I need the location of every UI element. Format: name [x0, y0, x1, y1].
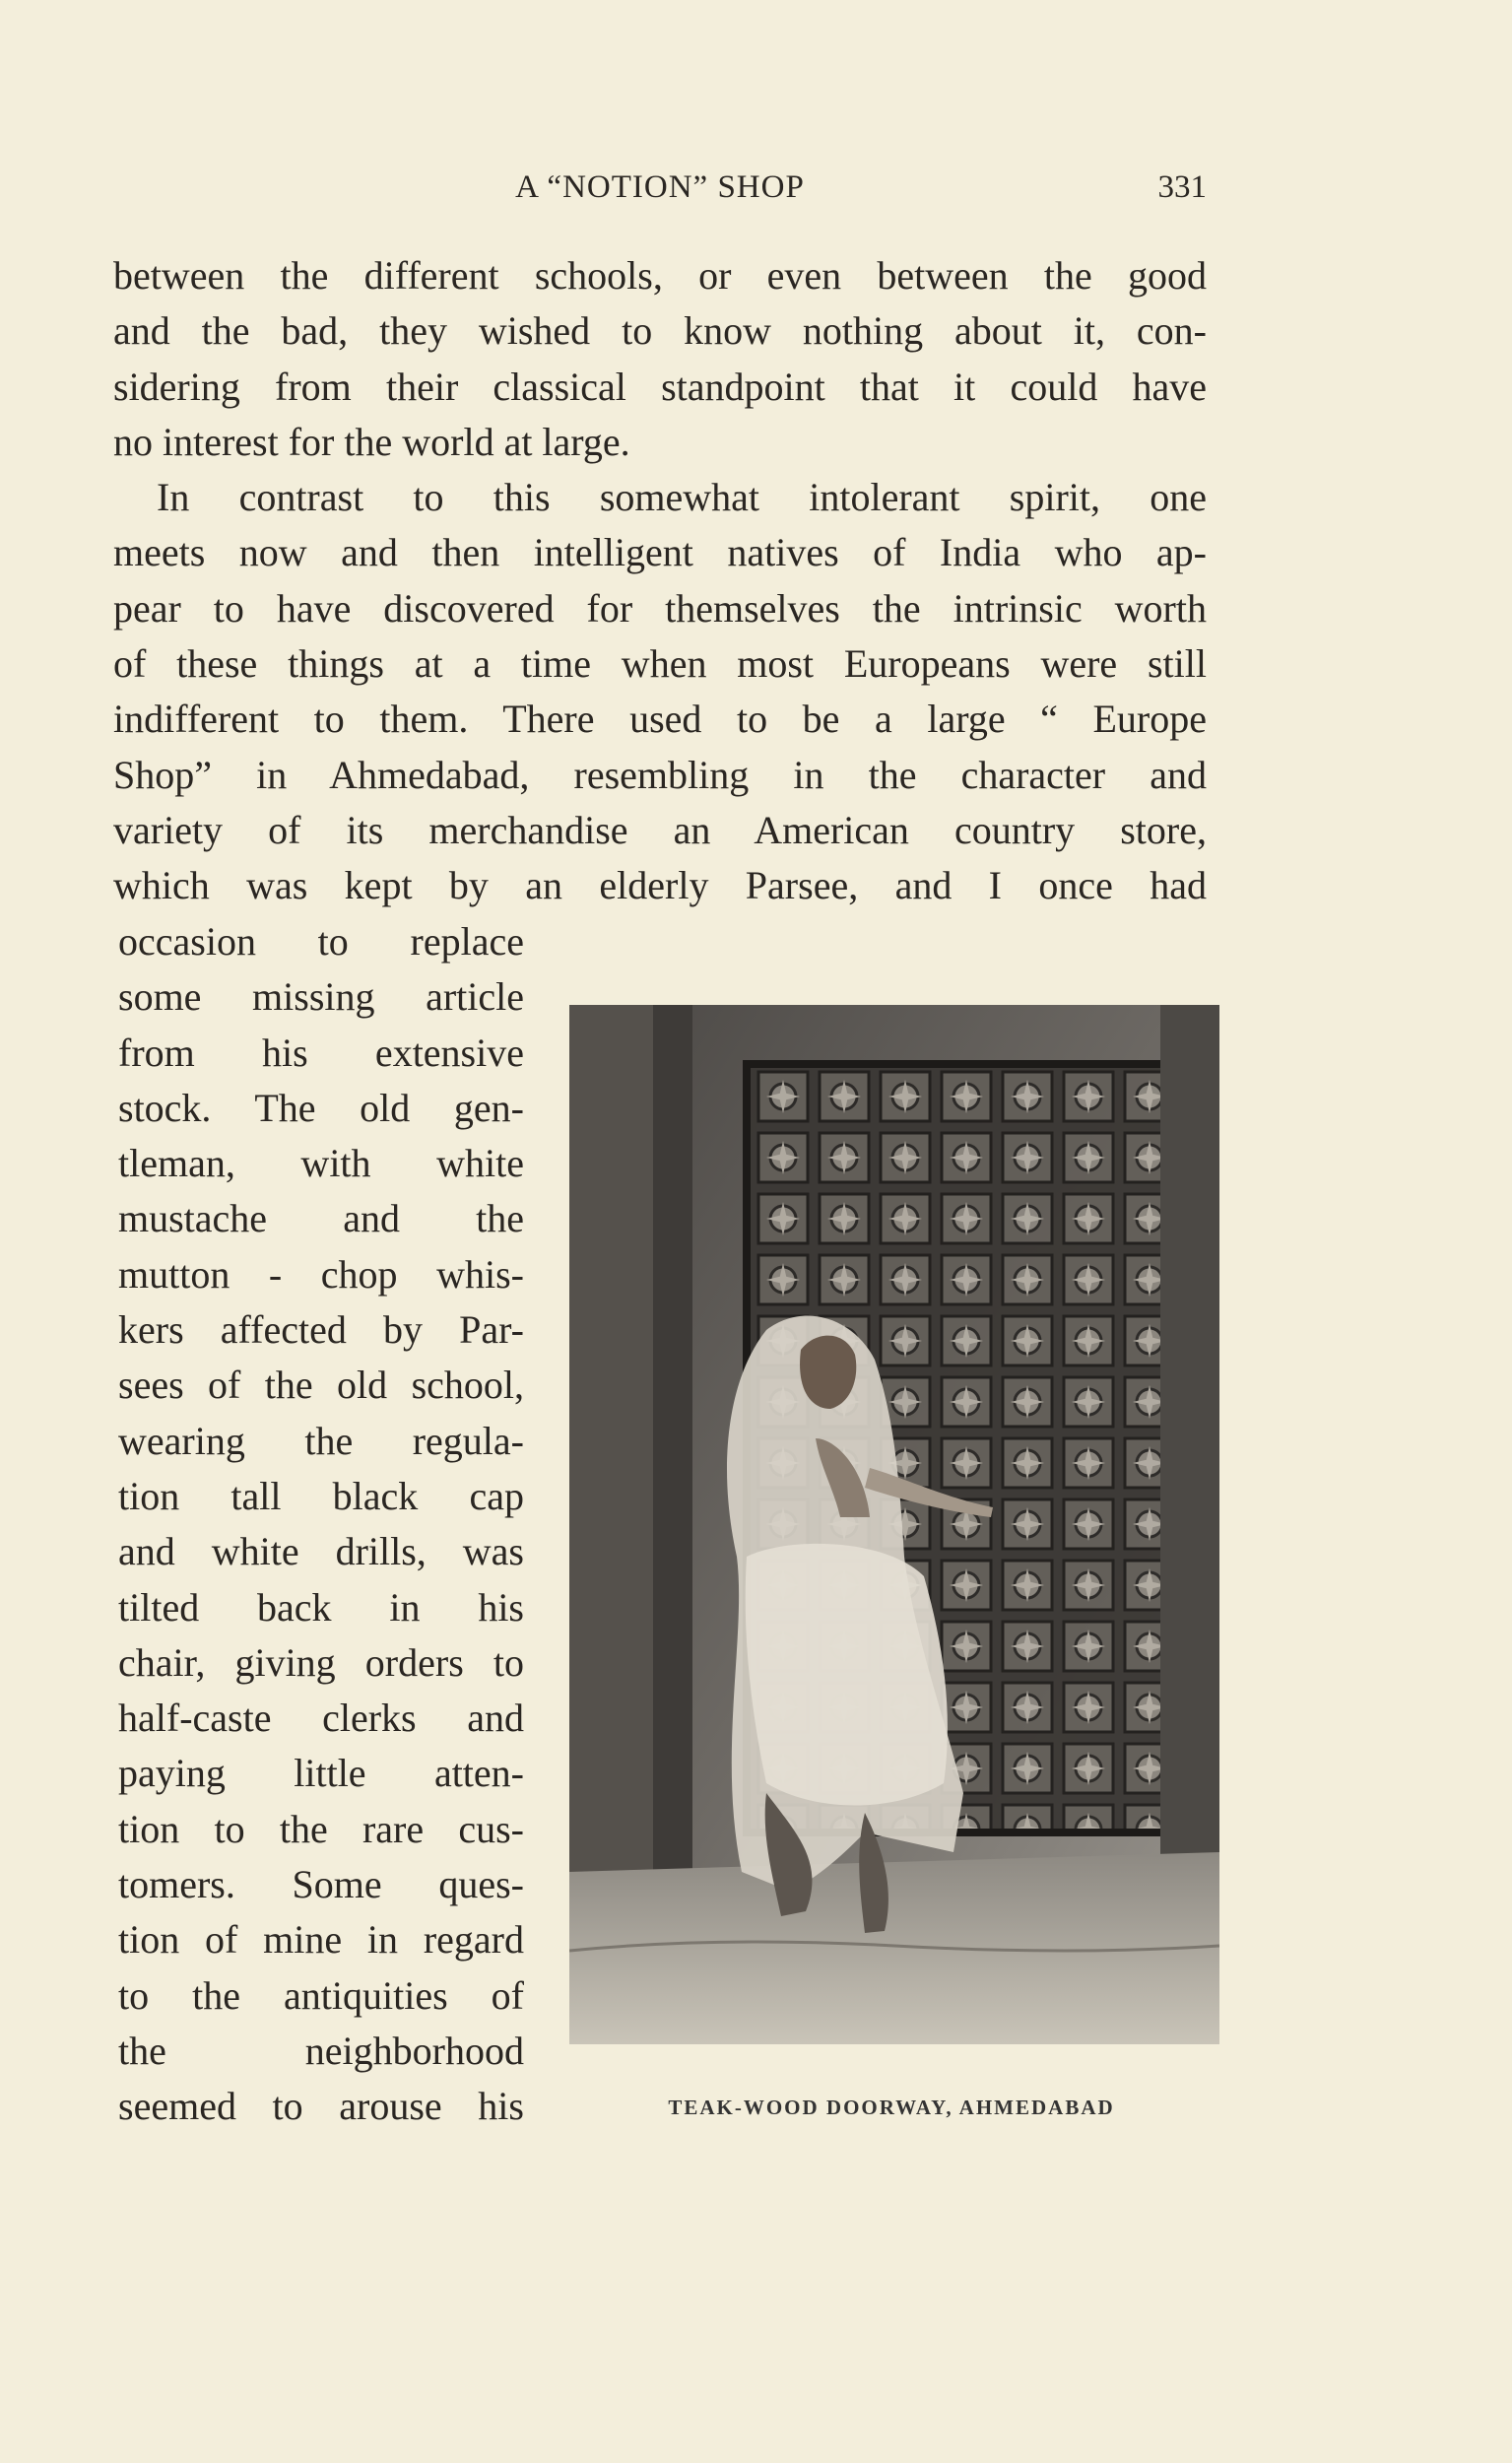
- text-line: tomers. Some ques-: [118, 1862, 524, 1907]
- text-line: and white drills, was: [118, 1529, 524, 1574]
- text-line: no interest for the world at large.: [113, 419, 630, 464]
- text-line: sees of the old school,: [118, 1363, 524, 1408]
- page-header: [113, 169, 1207, 215]
- text-line: mustache and the: [118, 1196, 524, 1241]
- text-line: chair, giving orders to: [118, 1639, 524, 1685]
- text-line: In contrast to this somewhat intolerant spirit, one: [157, 475, 1207, 520]
- text-line: to the antiquities of: [118, 1972, 524, 2018]
- text-line: between the different schools, or even between the good: [113, 253, 1207, 298]
- text-line: stock. The old gen-: [118, 1085, 524, 1130]
- running-head: A “NOTION” SHOP: [515, 169, 805, 205]
- text-line: half-caste clerks and: [118, 1696, 524, 1741]
- text-line: seemed to arouse his: [118, 2084, 524, 2129]
- text-line: Shop” in Ahmedabad, resembling in the character and: [113, 752, 1207, 797]
- text-line: the neighborhood: [118, 2028, 524, 2073]
- illustration-teak-wood-doorway: [569, 1005, 1219, 2044]
- text-line: tion to the rare cus-: [118, 1806, 524, 1851]
- text-line: tion of mine in regard: [118, 1917, 524, 1963]
- text-line: occasion to replace: [118, 919, 524, 964]
- text-line: tilted back in his: [118, 1584, 524, 1630]
- text-line: some missing article: [118, 974, 524, 1020]
- text-line: and the bad, they wished to know nothing about it, con-: [113, 308, 1207, 354]
- text-line: mutton - chop whis-: [118, 1251, 524, 1297]
- text-line: tion tall black cap: [118, 1473, 524, 1518]
- figure-caption: TEAK-WOOD DOORWAY, AHMEDABAD: [668, 2096, 1115, 2119]
- text-line: sidering from their classical standpoint that it could have: [113, 364, 1207, 409]
- text-line: paying little atten-: [118, 1751, 524, 1796]
- body-text-column: [118, 914, 524, 2135]
- text-line: variety of its merchandise an American country store,: [113, 807, 1207, 852]
- text-line: kers affected by Par-: [118, 1307, 524, 1353]
- text-line: wearing the regula-: [118, 1418, 524, 1463]
- illustration-image: [569, 1005, 1219, 2044]
- page-number: 331: [1157, 169, 1207, 205]
- text-line: tleman, with white: [118, 1141, 524, 1186]
- text-line: from his extensive: [118, 1030, 524, 1075]
- text-line: of these things at a time when most Europeans were still: [113, 641, 1207, 687]
- text-line: indifferent to them. There used to be a large “ Europe: [113, 697, 1207, 742]
- body-text-full-width: [113, 248, 1207, 914]
- text-line: which was kept by an elderly Parsee, and I once had: [113, 863, 1207, 908]
- text-line: meets now and then intelligent natives of India who ap-: [113, 530, 1207, 575]
- text-line: pear to have discovered for themselves the intrinsic worth: [113, 585, 1207, 631]
